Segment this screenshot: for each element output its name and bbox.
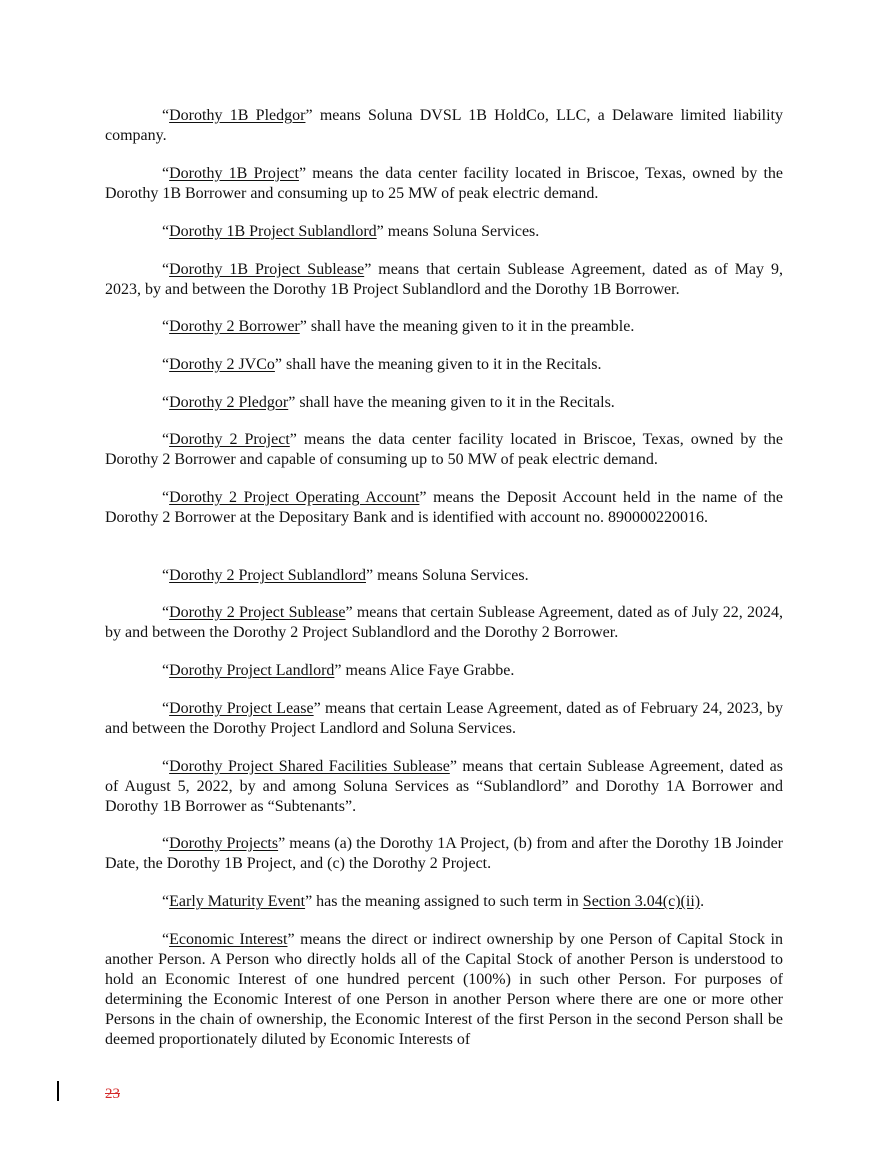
definition-paragraph: “Dorothy 2 Project Sublease” means that certain Sublease Agreement, dated as of July 22, 2024, by and between the Dorothy 2 Project Sublandlord and the Dorothy 2 Borrower. bbox=[105, 604, 783, 641]
defined-term: Dorothy 2 Pledgor bbox=[169, 394, 289, 411]
defined-term: Dorothy Project Shared Facilities Sublease bbox=[169, 758, 450, 775]
definition-text: ” shall have the meaning given to it in the preamble. bbox=[299, 318, 635, 335]
defined-term: Dorothy 2 Project bbox=[169, 431, 290, 448]
definition-paragraph: “Dorothy 2 Project” means the data center facility located in Briscoe, Texas, owned by the Dorothy 2 Borrower and capable of consuming up to 50 MW of peak electric demand. bbox=[105, 431, 783, 468]
defined-term: Economic Interest bbox=[169, 931, 288, 948]
revision-change-bar bbox=[57, 1081, 59, 1101]
definition-paragraph: “Dorothy 2 Pledgor” shall have the meaning given to it in the Recitals. bbox=[162, 394, 615, 411]
defined-term: Dorothy Project Lease bbox=[169, 700, 314, 717]
page-number: 23 bbox=[105, 1086, 120, 1102]
defined-term: Dorothy 2 JVCo bbox=[169, 356, 275, 373]
definition-paragraph: “Dorothy 1B Project Sublandlord” means Soluna Services. bbox=[162, 223, 540, 240]
defined-term: Dorothy Project Landlord bbox=[169, 662, 335, 679]
definition-paragraph: “Dorothy 2 JVCo” shall have the meaning given to it in the Recitals. bbox=[162, 356, 602, 373]
definition-paragraph: “Dorothy Project Landlord” means Alice Faye Grabbe. bbox=[162, 662, 515, 679]
definition-paragraph: “Dorothy Projects” means (a) the Dorothy 1A Project, (b) from and after the Dorothy 1B Joinder Date, the Dorothy 1B Project, and (c) the Dorothy 2 Project. bbox=[105, 835, 783, 872]
defined-term: Early Maturity Event bbox=[169, 893, 306, 910]
defined-term: Dorothy 2 Borrower bbox=[169, 318, 300, 335]
definition-paragraph: “Dorothy Project Shared Facilities Sublease” means that certain Sublease Agreement, dated as of August 5, 2022, by and among Soluna Services as “Sublandlord” and Dorothy 1A Borrower and Dorothy 1B Borrower as “Subtenants”. bbox=[105, 758, 784, 815]
definition-paragraph: “Early Maturity Event” has the meaning assigned to such term in Section 3.04(c)(ii). bbox=[162, 893, 705, 910]
definition-text: ” means that certain Sublease Agreement, dated as of May 9, 2023, by and between the Dorothy 1B Project Sublandlord and the Dorothy 1B Borrower. bbox=[105, 261, 783, 298]
definition-text: ” shall have the meaning given to it in the Recitals. bbox=[288, 394, 615, 411]
definition-paragraph: “Dorothy 2 Project Sublandlord” means Soluna Services. bbox=[162, 567, 529, 584]
defined-term: Dorothy 1B Project Sublease bbox=[169, 261, 365, 278]
definition-text: ” means Alice Faye Grabbe. bbox=[334, 662, 515, 679]
defined-term: Dorothy 2 Project Operating Account bbox=[169, 489, 420, 506]
definition-text: ” means that certain Sublease Agreement, dated as of August 5, 2022, by and among Soluna Services as “Sublandlord” and Dorothy 1A Borrower and Dorothy 1B Borrower as “Subtenants”. bbox=[105, 758, 784, 815]
definition-paragraph: “Economic Interest” means the direct or indirect ownership by one Person of Capital Stock in another Person. A Person who directly holds all of the Capital Stock of another Person is understood to hold an Economic Interest of one hundred percent (100%) in such other Person. For purposes of determining the Economic Interest of one Person in another Person where there are one or more other Persons in the chain of ownership, the Economic Interest of the first Person in the second Person shall be deemed proportionately diluted by Economic Interests of bbox=[105, 931, 783, 1048]
definition-text: ” shall have the meaning given to it in the Recitals. bbox=[274, 356, 602, 373]
defined-term: Dorothy 2 Project Sublease bbox=[169, 604, 346, 621]
definition-paragraph: “Dorothy 1B Project” means the data center facility located in Briscoe, Texas, owned by the Dorothy 1B Borrower and consuming up to 25 MW of peak electric demand. bbox=[105, 165, 784, 202]
definition-text: ” means Soluna DVSL 1B HoldCo, LLC, a Delaware limited liability company. bbox=[105, 107, 783, 144]
definition-text: ” means that certain Sublease Agreement, dated as of July 22, 2024, by and between the Dorothy 2 Project Sublandlord and the Dorothy 2 Borrower. bbox=[105, 604, 783, 641]
definition-text: ” means the data center facility located in Briscoe, Texas, owned by the Dorothy 2 Borrower and capable of consuming up to 50 MW of peak electric demand. bbox=[105, 431, 783, 468]
definition-text: ” has the meaning assigned to such term in bbox=[305, 893, 583, 910]
definition-text-tail: . bbox=[700, 893, 705, 910]
definition-paragraph: “Dorothy 1B Project Sublease” means that certain Sublease Agreement, dated as of May 9, 2023, by and between the Dorothy 1B Project Sublandlord and the Dorothy 1B Borrower. bbox=[105, 261, 783, 298]
defined-term: Dorothy 1B Pledgor bbox=[169, 107, 306, 124]
definition-paragraph: “Dorothy 1B Pledgor” means Soluna DVSL 1B HoldCo, LLC, a Delaware limited liability company. bbox=[105, 107, 783, 144]
definition-text: ” means Soluna Services. bbox=[365, 567, 529, 584]
definition-text: ” means the data center facility located in Briscoe, Texas, owned by the Dorothy 1B Borrower and consuming up to 25 MW of peak electric demand. bbox=[105, 165, 784, 202]
definition-paragraph: “Dorothy 2 Borrower” shall have the meaning given to it in the preamble. bbox=[162, 318, 635, 335]
definition-text: ” means the direct or indirect ownership by one Person of Capital Stock in another Person. A Person who directly holds all of the Capital Stock of another Person is understood to hold an Economic Interest of one hundred percent (100%) in such other Person. For purposes of determining the Economic Interest of one Person in another Person where there are one or more other Persons in the chain of ownership, the Economic Interest of the first Person in the second Person shall be deemed proportionately diluted by Economic Interests of bbox=[105, 931, 783, 1048]
definition-text: ” means Soluna Services. bbox=[376, 223, 540, 240]
defined-term: Dorothy 1B Project bbox=[169, 165, 299, 182]
definition-paragraph: “Dorothy 2 Project Operating Account” means the Deposit Account held in the name of the Dorothy 2 Borrower at the Depositary Bank and is identified with account no. 890000220016. bbox=[105, 489, 783, 526]
defined-term: Dorothy 1B Project Sublandlord bbox=[169, 223, 377, 240]
definition-paragraph: “Dorothy Project Lease” means that certain Lease Agreement, dated as of February 24, 2023, by and between the Dorothy Project Landlord and Soluna Services. bbox=[105, 700, 784, 737]
definition-text: ” means the Deposit Account held in the name of the Dorothy 2 Borrower at the Depositary Bank and is identified with account no. 890000220016. bbox=[105, 489, 783, 526]
section-reference-link[interactable]: Section 3.04(c)(ii) bbox=[582, 893, 701, 910]
definition-text: ” means that certain Lease Agreement, dated as of February 24, 2023, by and between the Dorothy Project Landlord and Soluna Services. bbox=[105, 700, 784, 737]
definition-text: ” means (a) the Dorothy 1A Project, (b) from and after the Dorothy 1B Joinder Date, the Dorothy 1B Project, and (c) the Dorothy 2 Project. bbox=[105, 835, 783, 872]
defined-term: Dorothy Projects bbox=[169, 835, 279, 852]
defined-term: Dorothy 2 Project Sublandlord bbox=[169, 567, 366, 584]
